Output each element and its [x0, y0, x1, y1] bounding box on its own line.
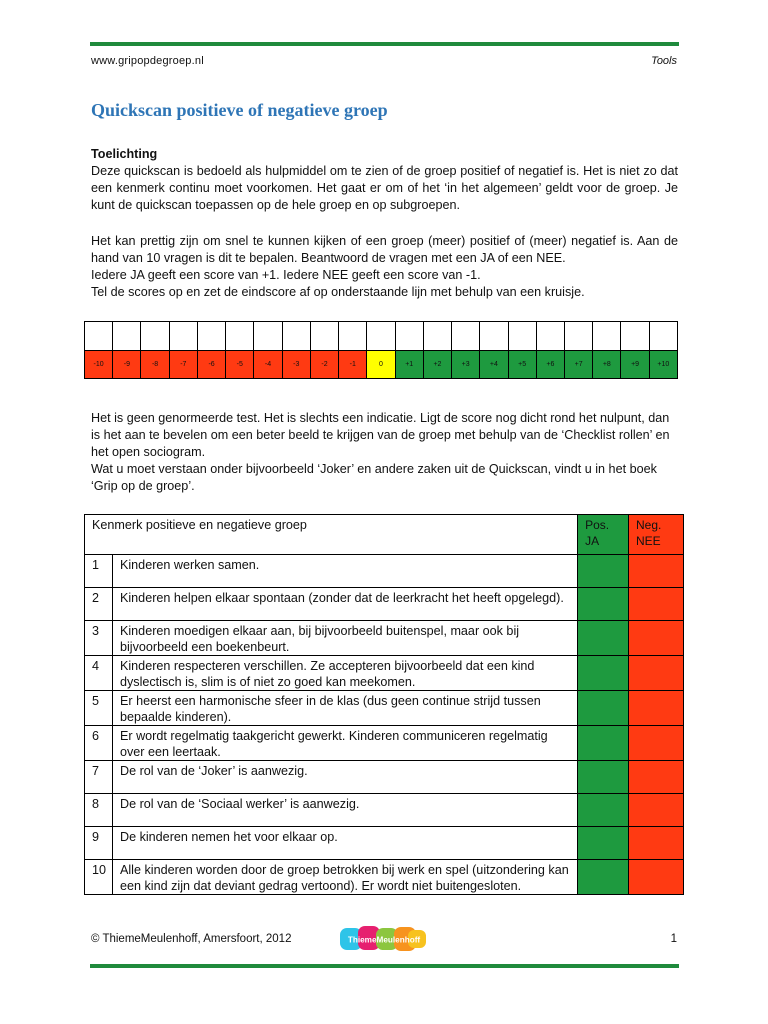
intro-section	[91, 146, 678, 214]
page-title: Quickscan positieve of negatieve groep	[91, 100, 388, 120]
explanation-line: Het is geen genormeerde test. Het is slechts een indicatie. Ligt de score nog dicht rond het nulpunt, dan is het aan te bevelen om een beter beeld te krijgen van de groep met behulp van de ‘Checklist rollen’ en het open sociogram.	[91, 411, 670, 459]
row-number: 9	[85, 827, 113, 860]
scale-label-cell: +8	[593, 351, 621, 379]
footer-rule	[90, 964, 679, 968]
scale-mark-cell[interactable]	[283, 322, 311, 350]
scale-label-cell: +7	[565, 351, 593, 379]
table-row	[85, 656, 684, 691]
scale-mark-cell[interactable]	[452, 322, 480, 350]
scale-mark-cell[interactable]	[621, 322, 649, 350]
site-url[interactable]: www.gripopdegroep.nl	[91, 55, 204, 67]
scale-label-cell: -4	[254, 351, 282, 379]
header-rule	[90, 42, 679, 46]
footer-copyright: © ThiemeMeulenhoff, Amersfoort, 2012	[91, 933, 292, 945]
scale-mark-cell[interactable]	[480, 322, 508, 350]
nee-answer-cell[interactable]	[629, 827, 684, 860]
logo-text: ThiemeMeulenhoff	[347, 935, 421, 945]
row-number: 2	[85, 588, 113, 621]
nee-answer-cell[interactable]	[629, 588, 684, 621]
scale-mark-cell[interactable]	[85, 322, 113, 350]
scale-label-cell: -8	[141, 351, 169, 379]
scale-label-cell: -1	[339, 351, 367, 379]
row-statement: Kinderen helpen elkaar spontaan (zonder dat de leerkracht het heeft opgelegd).	[112, 588, 577, 621]
row-number: 1	[85, 555, 113, 588]
scale-label-cell: +6	[537, 351, 565, 379]
publisher-logo	[338, 922, 430, 956]
nee-answer-cell[interactable]	[629, 621, 684, 656]
scale-mark-cell[interactable]	[593, 322, 621, 350]
row-statement: Kinderen respecteren verschillen. Ze accepteren bijvoorbeeld dat een kind dyslectisch is, slim is of niet zo goed kan meekomen.	[112, 656, 577, 691]
scale-label-cell: -5	[226, 351, 254, 379]
ja-answer-cell[interactable]	[578, 588, 629, 621]
scale-label-cell: -10	[85, 351, 113, 379]
ja-answer-cell[interactable]	[578, 761, 629, 794]
row-number: 3	[85, 621, 113, 656]
scale-label-cell: +4	[480, 351, 508, 379]
scale-mark-cell[interactable]	[254, 322, 282, 350]
nee-answer-cell[interactable]	[629, 656, 684, 691]
ja-answer-cell[interactable]	[578, 691, 629, 726]
scale-mark-cell[interactable]	[367, 322, 395, 350]
table-header-title: Kenmerk positieve en negatieve groep	[85, 515, 578, 555]
row-number: 7	[85, 761, 113, 794]
row-number: 8	[85, 794, 113, 827]
row-number: 4	[85, 656, 113, 691]
table-row	[85, 860, 684, 895]
scale-label-cell: +2	[424, 351, 452, 379]
scale-label-cell: +10	[650, 351, 677, 379]
table-header-ja: Pos. JA	[578, 515, 629, 555]
nee-answer-cell[interactable]	[629, 860, 684, 895]
scale-mark-cell[interactable]	[113, 322, 141, 350]
characteristics-table	[84, 514, 684, 895]
table-header-row	[85, 515, 684, 555]
intro-heading: Toelichting	[91, 147, 158, 161]
explanation-section	[91, 410, 678, 495]
scale-mark-cell[interactable]	[226, 322, 254, 350]
scale-mark-cell[interactable]	[424, 322, 452, 350]
table-row	[85, 827, 684, 860]
nee-answer-cell[interactable]	[629, 726, 684, 761]
page-number: 1	[670, 933, 677, 945]
scale-mark-cell[interactable]	[396, 322, 424, 350]
header-section-label: Tools	[651, 55, 677, 67]
instructions-line: Iedere JA geeft een score van +1. Iedere NEE geeft een score van -1.	[91, 268, 481, 282]
ja-answer-cell[interactable]	[578, 794, 629, 827]
row-statement: De rol van de ‘Sociaal werker’ is aanwezig.	[112, 794, 577, 827]
scale-mark-cell[interactable]	[650, 322, 677, 350]
scale-mark-cell[interactable]	[537, 322, 565, 350]
intro-body: Deze quickscan is bedoeld als hulpmiddel om te zien of de groep positief of negatief is. Het is niet zo dat een kenmerk continu moet voorkomen. Het gaat er om of het ‘in het algemeen’ geldt voor de groep. Je kunt de quickscan toepassen op de hele groep en op subgroepen.	[91, 164, 678, 212]
row-statement: De rol van de ‘Joker’ is aanwezig.	[112, 761, 577, 794]
scale-mark-cell[interactable]	[170, 322, 198, 350]
table-row	[85, 726, 684, 761]
ja-answer-cell[interactable]	[578, 827, 629, 860]
scale-label-cell: -9	[113, 351, 141, 379]
nee-answer-cell[interactable]	[629, 794, 684, 827]
ja-answer-cell[interactable]	[578, 656, 629, 691]
instructions-line: Tel de scores op en zet de eindscore af op onderstaande lijn met behulp van een kruisje.	[91, 285, 585, 299]
table-row	[85, 794, 684, 827]
ja-answer-cell[interactable]	[578, 860, 629, 895]
scale-label-cell: 0	[367, 351, 395, 379]
nee-answer-cell[interactable]	[629, 691, 684, 726]
nee-answer-cell[interactable]	[629, 761, 684, 794]
table-row	[85, 761, 684, 794]
scale-label-cell: -6	[198, 351, 226, 379]
scale-label-cell: +3	[452, 351, 480, 379]
row-statement: De kinderen nemen het voor elkaar op.	[112, 827, 577, 860]
scale-label-cell: -2	[311, 351, 339, 379]
row-number: 10	[85, 860, 113, 895]
scale-mark-cell[interactable]	[141, 322, 169, 350]
instructions-section	[91, 233, 678, 301]
scale-mark-cell[interactable]	[198, 322, 226, 350]
ja-answer-cell[interactable]	[578, 621, 629, 656]
scale-label-cell: -7	[170, 351, 198, 379]
scale-mark-cell[interactable]	[565, 322, 593, 350]
table-header-nee: Neg. NEE	[629, 515, 684, 555]
table-row	[85, 691, 684, 726]
nee-answer-cell[interactable]	[629, 555, 684, 588]
row-statement: Er heerst een harmonische sfeer in de klas (dus geen continue strijd tussen bepaalde kinderen).	[112, 691, 577, 726]
scale-label-cell: +9	[621, 351, 649, 379]
scale-label-cell: +1	[396, 351, 424, 379]
row-statement: Kinderen werken samen.	[112, 555, 577, 588]
scale-mark-cell[interactable]	[509, 322, 537, 350]
scale-mark-cell[interactable]	[311, 322, 339, 350]
scale-label-cell: -3	[283, 351, 311, 379]
table-row	[85, 555, 684, 588]
row-statement: Er wordt regelmatig taakgericht gewerkt. Kinderen communiceren regelmatig over een leertaak.	[112, 726, 577, 761]
ja-answer-cell[interactable]	[578, 726, 629, 761]
table-row	[85, 588, 684, 621]
row-number: 6	[85, 726, 113, 761]
explanation-line: Wat u moet verstaan onder bijvoorbeeld ‘Joker’ en andere zaken uit de Quickscan, vindt u in het boek ‘Grip op de groep’.	[91, 462, 657, 493]
row-statement: Alle kinderen worden door de groep betrokken bij werk en spel (uitzondering kan een kind zijn dat deviant gedrag vertoond). Er wordt niet buitengesloten.	[112, 860, 577, 895]
row-statement: Kinderen moedigen elkaar aan, bij bijvoorbeeld buitenspel, maar ook bij bijvoorbeeld een boekenbeurt.	[112, 621, 577, 656]
score-scale	[84, 321, 678, 379]
instructions-line: Het kan prettig zijn om snel te kunnen kijken of een groep (meer) positief of (meer) negatief is. Aan de hand van 10 vragen is dit te bepalen. Beantwoord de vragen met een JA of een NEE.	[91, 234, 678, 265]
table-row	[85, 621, 684, 656]
ja-answer-cell[interactable]	[578, 555, 629, 588]
score-scale-mark-row	[85, 322, 677, 350]
scale-label-cell: +5	[509, 351, 537, 379]
scale-mark-cell[interactable]	[339, 322, 367, 350]
score-scale-label-row	[85, 350, 677, 379]
row-number: 5	[85, 691, 113, 726]
